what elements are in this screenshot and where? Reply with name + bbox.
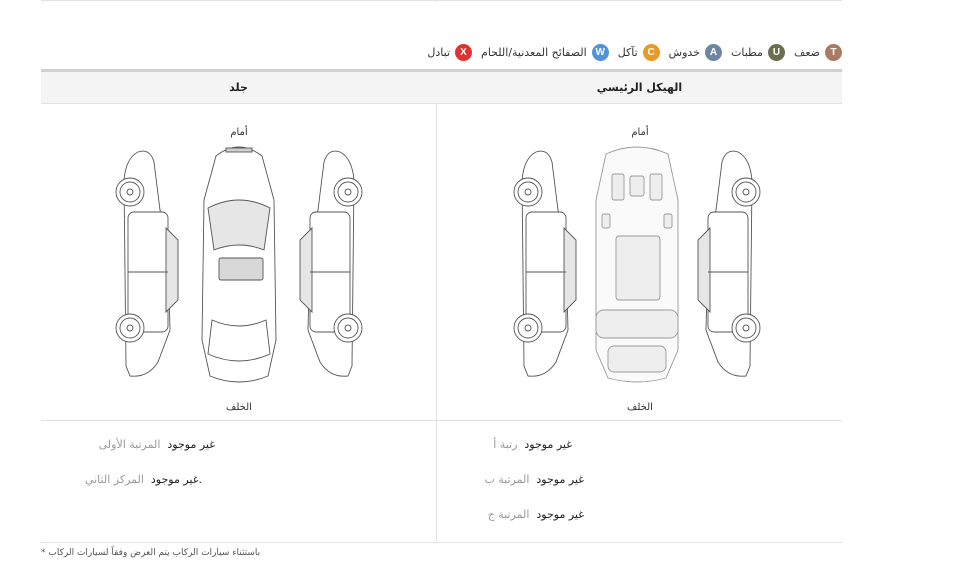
panel-bottom-border bbox=[41, 542, 842, 543]
frame-top-view bbox=[596, 147, 678, 382]
legend-label: تآكل bbox=[617, 45, 638, 59]
damage-legend bbox=[427, 41, 842, 63]
scratch-badge-icon: A bbox=[705, 44, 722, 61]
top-border-left bbox=[41, 0, 436, 1]
legend-item-scratch bbox=[669, 44, 722, 61]
frame-front-label: أمام bbox=[631, 127, 649, 138]
left-side-view bbox=[514, 151, 576, 376]
exterior-front-label: أمام bbox=[230, 127, 248, 138]
legend-label: خدوش bbox=[668, 45, 700, 59]
right-side-view bbox=[698, 151, 760, 376]
status-row-frame-a bbox=[493, 436, 572, 452]
exterior-rear-label: الخلف bbox=[226, 402, 252, 413]
legend-label: الصفائح المعدنية/اللحام bbox=[481, 45, 587, 59]
status-name: المرتبة الأولى bbox=[98, 437, 161, 451]
frame-rear-label: الخلف bbox=[627, 402, 653, 413]
column-divider bbox=[436, 103, 437, 543]
sheet-metal-weld-badge-icon: W bbox=[592, 44, 609, 61]
legend-label: مطبات bbox=[731, 45, 763, 59]
dent-badge-icon: U bbox=[768, 44, 785, 61]
legend-label: ضعف bbox=[793, 45, 820, 59]
status-row-frame-c bbox=[488, 506, 584, 522]
status-name: المرتبة ج bbox=[487, 507, 530, 521]
status-value: غير موجود bbox=[536, 472, 584, 486]
status-value: غير موجود bbox=[524, 437, 572, 451]
legend-item-weakness bbox=[794, 44, 842, 61]
exterior-column-title: جلد bbox=[229, 81, 248, 94]
corrosion-badge-icon: C bbox=[643, 44, 660, 61]
passenger-car-footnote: * باستثناء سيارات الركاب يتم العرض وفقاً لسيارات الركاب bbox=[41, 548, 261, 558]
top-view bbox=[202, 147, 276, 382]
right-side-view bbox=[300, 151, 362, 376]
status-row-exterior-2 bbox=[85, 471, 202, 487]
legend-item-dent bbox=[731, 44, 785, 61]
legend-item-sheet-metal bbox=[481, 44, 609, 61]
frame-column-title: الهيكل الرئيسي bbox=[596, 81, 683, 94]
weakness-badge-icon: T bbox=[825, 44, 842, 61]
status-name: رتبة أ bbox=[493, 437, 518, 451]
status-value: غير موجود bbox=[536, 507, 584, 521]
status-value: غير موجود bbox=[167, 437, 215, 451]
left-side-view bbox=[116, 151, 178, 376]
exterior-car-diagram bbox=[108, 140, 370, 402]
status-row-frame-b bbox=[484, 471, 584, 487]
legend-item-exchange bbox=[427, 44, 472, 61]
status-name: المرتبة ب bbox=[484, 472, 530, 486]
status-row-exterior-1 bbox=[99, 436, 215, 452]
status-name: المركز الثاني bbox=[84, 472, 144, 486]
frame-car-diagram bbox=[506, 140, 768, 402]
legend-item-corrosion bbox=[618, 44, 660, 61]
diagram-status-divider bbox=[41, 420, 842, 421]
top-border-right bbox=[437, 0, 842, 1]
status-value: .غير موجود bbox=[150, 472, 202, 486]
legend-label: تبادل bbox=[427, 45, 451, 59]
panel-header-row bbox=[41, 72, 842, 104]
exchange-badge-icon: X bbox=[455, 44, 472, 61]
